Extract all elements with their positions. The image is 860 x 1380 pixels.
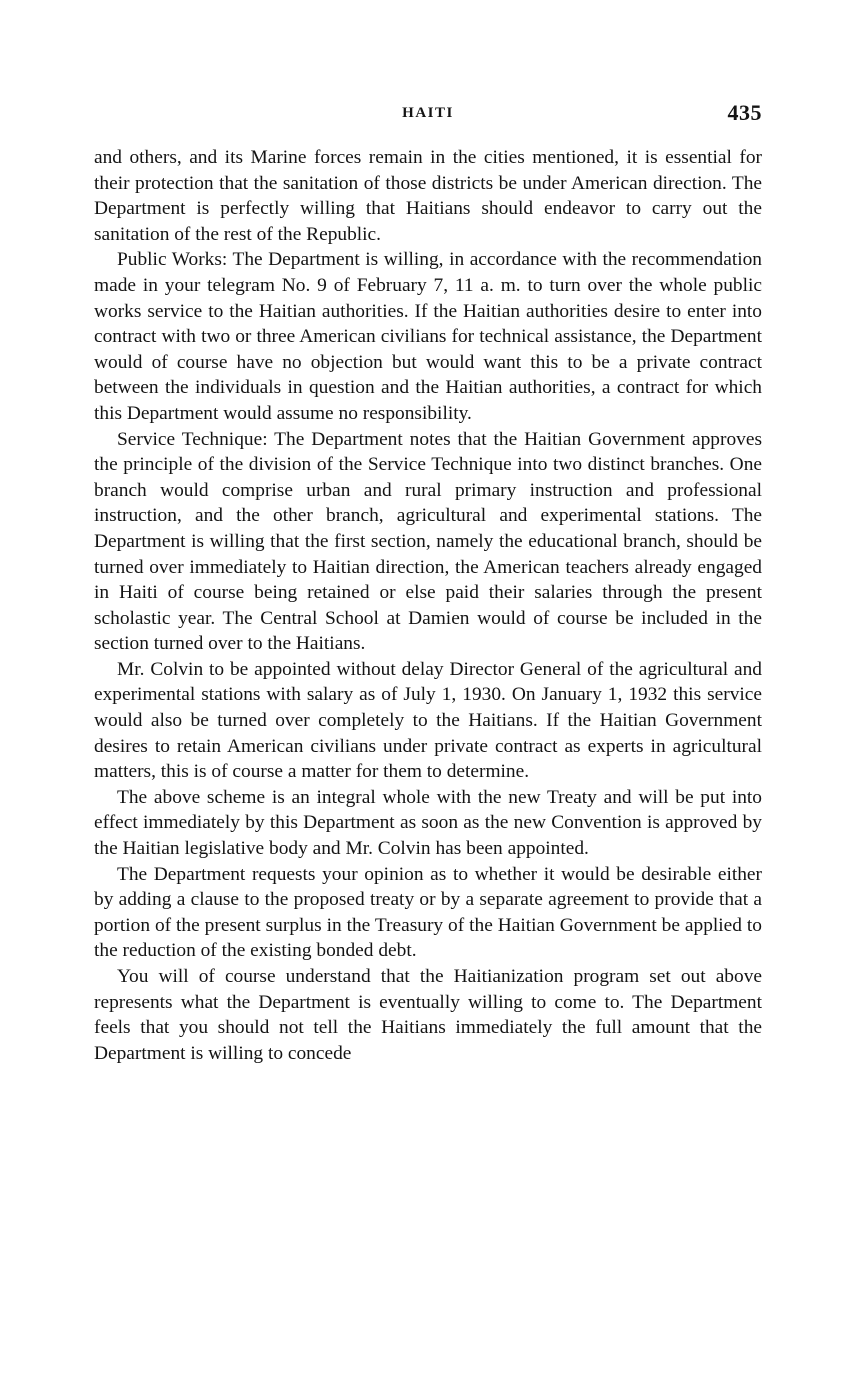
paragraph-sanitation-continued: and others, and its Marine forces remain in the cities mentioned, it is essential for their protection that the sanitation of those districts be under American direction. The Department is perfectly willing that Haitians should endeavor to carry out the sanitation of the rest of the Republic. xyxy=(94,147,762,245)
paragraph-scheme-integral-whole: The above scheme is an integral whole with the new Treaty and will be put into effect immediately by this Department as soon as the new Convention is approved by the Haitian legislative body and Mr. Colvin has been appointed. xyxy=(94,786,762,860)
paragraph-service-technique: Service Technique: The Department notes that the Haitian Government approves the principle of the division of the Service Technique into two distinct branches. One branch would comprise urban and rural primary instruction and professional instruction, and the other branch, agricultural and experimental stations. The Department is willing that the first section, namely the educational branch, should be turned over immediately to Haitian direction, the American teachers already engaged in Haiti of course being retained or else paid their salaries through the present scholastic year. The Central School at Damien would of course be included in the section turned over to the Haitians. xyxy=(94,428,762,655)
running-head: HAITI xyxy=(402,105,454,121)
page-header xyxy=(94,100,762,130)
paragraph-haitianization-program: You will of course understand that the Haitianization program set out above represents what the Department is eventually willing to come to. The Department feels that you should not tell the Haitians immediately the full amount that the Department is willing to concede xyxy=(94,966,762,1064)
paragraph-mr-colvin: Mr. Colvin to be appointed without delay Director General of the agricultural and experimental stations with salary as of July 1, 1930. On January 1, 1932 this service would also be turned over completely to the Haitians. If the Haitian Government desires to retain American civilians under private contract as experts in agricultural matters, this is of course a matter for them to determine. xyxy=(94,658,762,783)
paragraph-public-works: Public Works: The Department is willing, in accordance with the recommendation made in your telegram No. 9 of February 7, 11 a. m. to turn over the whole public works service to the Haitian authorities. If the Haitian authorities desire to enter into contract with two or three American civilians for technical assistance, the Department would of course have no objection but would want this to be a private contract between the individuals in question and the Haitian authorities, a contract for which this Department would assume no responsibility. xyxy=(94,249,762,424)
body-text xyxy=(94,145,762,1066)
page-number: 435 xyxy=(727,100,762,125)
paragraph-surplus-opinion: The Department requests your opinion as to whether it would be desirable either by adding a clause to the proposed treaty or by a separate agreement to provide that a portion of the present surplus in the Treasury of the Haitian Government be applied to the reduction of the existing bonded debt. xyxy=(94,863,762,962)
